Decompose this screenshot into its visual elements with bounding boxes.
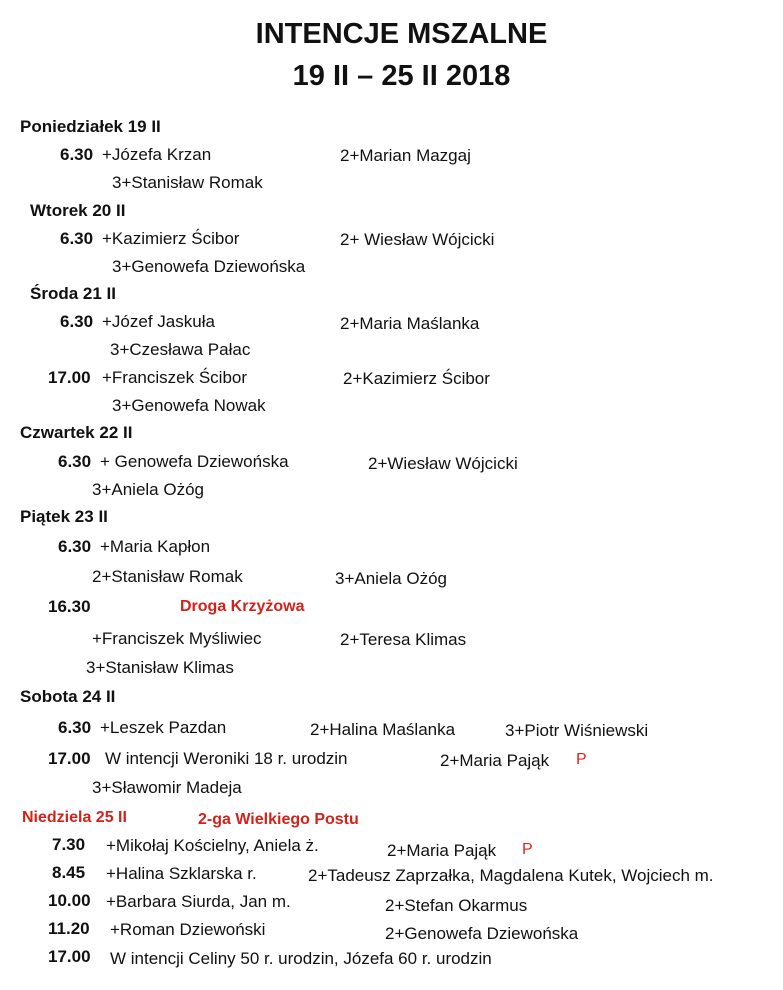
intention: +Halina Szklarska r. bbox=[106, 864, 257, 883]
mass-time: 10.00 bbox=[48, 891, 91, 910]
paid-mark: P bbox=[576, 751, 587, 768]
mass-time: 6.30 bbox=[58, 537, 92, 556]
intention: W intencji Weroniki 18 r. urodzin bbox=[105, 749, 348, 768]
intention: +Franciszek Ścibor bbox=[102, 368, 248, 387]
mass-time: 16.30 bbox=[48, 597, 91, 616]
intention: 3+Piotr Wiśniewski bbox=[505, 721, 649, 740]
intention: +Józef Jaskuła bbox=[102, 312, 215, 331]
intention: 3+Sławomir Madeja bbox=[92, 778, 242, 797]
liturgical-note: 2-ga Wielkiego Postu bbox=[198, 811, 359, 828]
intention: 2+Halina Maślanka bbox=[310, 720, 456, 739]
mass-time: 6.30 bbox=[60, 229, 94, 248]
intention: +Maria Kapłon bbox=[100, 537, 211, 556]
intention: 3+Genowefa Nowak bbox=[112, 396, 266, 415]
intention: 3+Stanisław Romak bbox=[112, 173, 263, 192]
mass-time: 17.00 bbox=[48, 749, 91, 768]
intention: 2+Kazimierz Ścibor bbox=[343, 369, 490, 388]
intention: +Franciszek Myśliwiec bbox=[92, 629, 262, 648]
intention: +Leszek Pazdan bbox=[100, 718, 227, 737]
mass-time: 7.30 bbox=[52, 835, 86, 854]
day-heading-friday: Piątek 23 II bbox=[20, 507, 108, 526]
intention: 2+Wiesław Wójcicki bbox=[368, 454, 518, 473]
intention: 2+Stanisław Romak bbox=[92, 567, 243, 586]
intention: 3+Stanisław Klimas bbox=[86, 658, 234, 677]
mass-time: 17.00 bbox=[48, 368, 91, 387]
intention: 2+Marian Mazgaj bbox=[340, 146, 471, 165]
intention: 2+Maria Maślanka bbox=[340, 314, 480, 333]
intention: + Genowefa Dziewońska bbox=[100, 452, 289, 471]
intention: +Mikołaj Kościelny, Aniela ż. bbox=[106, 836, 319, 855]
intention: 2+Teresa Klimas bbox=[340, 630, 467, 649]
day-heading-wednesday: Środa 21 II bbox=[30, 284, 116, 303]
intention: 2+Maria Pająk bbox=[387, 841, 497, 860]
intention: 2+Tadeusz Zaprzałka, Magdalena Kutek, Wojciech m. bbox=[308, 866, 714, 885]
intention: 3+Czesława Pałac bbox=[110, 340, 251, 359]
page-title: INTENCJE MSZALNE bbox=[255, 18, 548, 50]
day-heading-sunday: Niedziela 25 II bbox=[22, 809, 127, 826]
intention: 2+Genowefa Dziewońska bbox=[385, 924, 579, 943]
intention: +Barbara Siurda, Jan m. bbox=[106, 892, 291, 911]
day-heading-saturday: Sobota 24 II bbox=[20, 687, 116, 706]
mass-time: 6.30 bbox=[60, 312, 94, 331]
intention: +Józefa Krzan bbox=[102, 145, 212, 164]
date-range: 19 II – 25 II 2018 bbox=[292, 60, 511, 92]
intention: 2+Maria Pająk bbox=[440, 751, 550, 770]
day-heading-tuesday: Wtorek 20 II bbox=[30, 201, 126, 220]
intention: 3+Genowefa Dziewońska bbox=[112, 257, 306, 276]
mass-time: 6.30 bbox=[60, 145, 94, 164]
day-heading-thursday: Czwartek 22 II bbox=[20, 423, 133, 442]
intention: 2+ Wiesław Wójcicki bbox=[340, 230, 495, 249]
mass-time: 6.30 bbox=[58, 452, 92, 471]
intention: 3+Aniela Ożóg bbox=[335, 569, 447, 588]
mass-time: 17.00 bbox=[48, 947, 91, 966]
intention: W intencji Celiny 50 r. urodzin, Józefa 60 r. urodzin bbox=[110, 949, 492, 968]
mass-time: 11.20 bbox=[48, 919, 90, 938]
mass-time: 6.30 bbox=[58, 718, 92, 737]
mass-time: 8.45 bbox=[52, 863, 86, 882]
day-heading-monday: Poniedziałek 19 II bbox=[20, 117, 161, 136]
intention: 2+Stefan Okarmus bbox=[385, 896, 528, 915]
paid-mark: P bbox=[522, 841, 533, 858]
intention: 3+Aniela Ożóg bbox=[92, 480, 204, 499]
service-note: Droga Krzyżowa bbox=[180, 598, 305, 615]
intention: +Roman Dziewoński bbox=[110, 920, 266, 939]
intention: +Kazimierz Ścibor bbox=[102, 229, 240, 248]
